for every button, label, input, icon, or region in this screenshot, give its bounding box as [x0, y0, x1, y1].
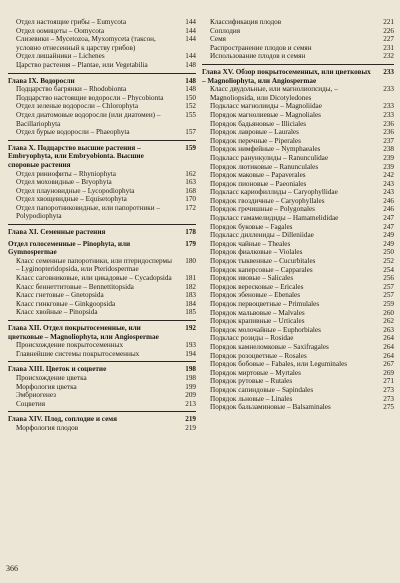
- toc-entry-title: Порядок чайные – Theales: [210, 239, 291, 248]
- toc-entry: [202, 102, 394, 111]
- toc-entry: [202, 120, 394, 129]
- toc-entry-page: 170: [185, 195, 196, 204]
- toc-entry-page: 148: [185, 60, 196, 69]
- toc-entry-title: Морфология плодов: [16, 423, 79, 432]
- toc-entry: [8, 257, 196, 274]
- toc-entry-page: 168: [185, 186, 196, 195]
- toc-entry-page: 144: [185, 26, 196, 35]
- toc-entry-page: 163: [185, 178, 196, 187]
- toc-entry: [202, 403, 394, 412]
- toc-entry: [202, 18, 394, 27]
- toc-entry-title: Отдел моховидные – Bryophyta: [16, 178, 112, 187]
- toc-entry: [202, 214, 394, 223]
- toc-entry-page: 243: [383, 179, 394, 188]
- toc-entry-title: Отдел настоящие грибы – Eumycota: [16, 18, 127, 26]
- toc-entry-title: Отдел диатомовые водоросли (или диатомеи) – Bacillariophyta: [16, 110, 161, 128]
- toc-entry-page: 275: [383, 403, 394, 412]
- toc-entry: [8, 350, 196, 359]
- toc-entry-page: 209: [185, 391, 196, 400]
- toc-entry: [202, 369, 394, 378]
- toc-entry-title: Порядок эбеновые – Ebenales: [210, 291, 301, 300]
- toc-entry: [202, 274, 394, 283]
- toc-entry-page: 256: [383, 274, 394, 283]
- toc-entry-page: 233: [383, 85, 394, 94]
- toc-entry-page: 226: [383, 26, 394, 35]
- toc-entry-page: 249: [383, 239, 394, 248]
- toc-entry-title: Отдел зеленые водоросли – Chlorophyta: [16, 102, 139, 111]
- toc-entry-title: Порядок нимфейные – Nymphaeales: [210, 145, 321, 154]
- toc-entry-page: 180: [185, 256, 196, 265]
- toc-entry-page: 183: [185, 291, 196, 300]
- toc-entry-title: Порядок камнеломковые – Saxifragales: [210, 342, 329, 351]
- toc-entry-page: 184: [185, 299, 196, 308]
- toc-entry-title: Подкласс диллениды – Dilleniidae: [210, 231, 314, 240]
- toc-entry-page: 243: [383, 188, 394, 197]
- toc-entry-title: Порядок сапиндовые – Sapindales: [210, 385, 314, 394]
- toc-entry-page: 221: [383, 18, 394, 26]
- toc-entry-title: Отдел оомицеты – Oomycota: [16, 26, 105, 35]
- toc-entry-title: Морфология цветка: [16, 382, 77, 391]
- section-divider: [8, 411, 196, 412]
- toc-entry: [202, 248, 394, 257]
- toc-entry: [8, 204, 196, 221]
- toc-entry-title: Глава XI. Семенные растения: [8, 228, 106, 237]
- toc-entry: [8, 383, 196, 392]
- toc-entry: [8, 374, 196, 383]
- toc-entry-page: 219: [185, 415, 196, 424]
- toc-entry-page: 264: [383, 334, 394, 343]
- toc-entry-title: Отдел лишайники – Lichenes: [16, 52, 105, 61]
- toc-entry: [202, 343, 394, 352]
- toc-entry: [8, 424, 196, 433]
- toc-entry-page: 162: [185, 169, 196, 178]
- toc-entry: [8, 111, 196, 128]
- toc-entry-page: 227: [383, 35, 394, 44]
- toc-entry-title: Порядок перечные – Piperales: [210, 136, 301, 145]
- toc-entry-title: Порядок первоцветные – Primulales: [210, 300, 320, 308]
- toc-entry-page: 193: [185, 341, 196, 350]
- toc-entry: [202, 231, 394, 240]
- toc-left-column: [8, 18, 196, 433]
- toc-entry-title: Подкласс ранункулиды – Ranunculidae: [210, 153, 329, 162]
- toc-entry-page: 172: [185, 203, 196, 212]
- toc-entry-page: 264: [383, 342, 394, 351]
- toc-entry-page: 182: [185, 282, 196, 291]
- toc-entry-title: Класс саговниковые, или цикадовые – Cycadopsida: [16, 274, 172, 283]
- toc-entry-page: 246: [383, 196, 394, 205]
- toc-entry-page: 219: [185, 423, 196, 432]
- toc-entry: [8, 35, 196, 52]
- toc-entry-title: Глава XIV. Плод, соплодие и семя: [8, 415, 118, 424]
- toc-entry-page: 264: [383, 351, 394, 360]
- toc-entry-title: Отдел риниофиты – Rhyniophyta: [16, 169, 116, 178]
- toc-entry-title: Распространение плодов и семян: [210, 43, 312, 52]
- toc-entry-title: Порядок вересковые – Ericales: [210, 282, 304, 291]
- toc-entry: [202, 309, 394, 318]
- toc-entry-page: 236: [383, 119, 394, 128]
- toc-chapter-heading: [8, 77, 196, 86]
- toc-entry-page: 242: [383, 171, 394, 180]
- toc-entry-page: 185: [185, 308, 196, 317]
- toc-entry-title: Глава XV. Обзор покрытосеменных, или цветковых – Magnoliophyta, или Angiospermae: [202, 67, 371, 85]
- toc-entry-page: 192: [185, 324, 196, 332]
- toc-entry-title: Порядок крапивные – Urticales: [210, 317, 305, 326]
- toc-chapter-heading: [8, 228, 196, 237]
- toc-entry: [8, 94, 196, 103]
- section-divider: [8, 320, 196, 321]
- toc-entry-title: Порядок бобовые – Fabales, или Leguminales: [210, 360, 348, 369]
- toc-entry-page: 150: [185, 93, 196, 102]
- toc-entry-page: 257: [383, 291, 394, 300]
- toc-entry-page: 198: [185, 365, 196, 374]
- toc-entry-page: 178: [185, 228, 196, 237]
- toc-entry-page: 194: [185, 349, 196, 358]
- toc-entry-title: Подкласс розиды – Rosidae: [210, 334, 294, 343]
- toc-entry: [202, 223, 394, 232]
- toc-entry-title: Отдел хвощевидные – Equisetophyta: [16, 195, 127, 204]
- toc-entry-title: Класс беннеттитовые – Bennettitopsida: [16, 282, 134, 291]
- toc-entry: [8, 102, 196, 111]
- toc-entry: [202, 35, 394, 44]
- toc-entry: [202, 317, 394, 326]
- toc-entry-page: 239: [383, 162, 394, 171]
- toc-entry-title: Соцветия: [16, 399, 46, 408]
- toc-entry-title: Порядок бадьяновые – Illiciales: [210, 119, 307, 128]
- toc-entry-title: Класс гнетовые – Gnetopsida: [16, 291, 104, 300]
- toc-right-column: [202, 18, 394, 412]
- toc-entry: [202, 283, 394, 292]
- toc-entry: [202, 334, 394, 343]
- toc-entry-title: Порядок пионовые – Paeoniales: [210, 179, 307, 188]
- toc-entry: [202, 180, 394, 189]
- toc-entry-page: 257: [383, 282, 394, 291]
- toc-entry-title: Порядок бальзаминовые – Balsaminales: [210, 403, 331, 412]
- toc-entry-page: 271: [383, 377, 394, 386]
- toc-entry: [202, 197, 394, 206]
- section-divider: [8, 224, 196, 225]
- section-divider: [8, 361, 196, 362]
- toc-entry: [8, 128, 196, 137]
- toc-entry: [202, 154, 394, 163]
- toc-entry-title: Порядок розоцветные – Rosales: [210, 351, 307, 360]
- toc-entry-title: Порядок льновые – Linales: [210, 394, 293, 403]
- section-divider: [8, 73, 196, 74]
- toc-entry-title: Класс хвойные – Pinopsida: [16, 308, 98, 317]
- toc-entry: [202, 188, 394, 197]
- toc-entry-page: 159: [185, 143, 196, 152]
- toc-entry-page: 179: [185, 239, 196, 248]
- toc-entry: [202, 352, 394, 361]
- toc-entry: [202, 377, 394, 386]
- toc-entry: [202, 111, 394, 120]
- toc-entry-page: 250: [383, 248, 394, 257]
- toc-entry: [202, 128, 394, 137]
- toc-entry: [202, 171, 394, 180]
- toc-entry: [8, 52, 196, 61]
- toc-entry: [202, 240, 394, 249]
- toc-entry: [8, 300, 196, 309]
- toc-entry-title: Порядок тыквенные – Cucurbitales: [210, 257, 316, 266]
- toc-entry: [202, 360, 394, 369]
- toc-entry: [202, 145, 394, 154]
- toc-entry-title: Порядок лютиковые – Ranunculales: [210, 162, 319, 171]
- toc-entry-title: Порядок магнолиевые – Magnoliales: [210, 110, 321, 119]
- toc-entry-title: Порядок гречишные – Polygonales: [210, 205, 315, 214]
- toc-entry: [8, 291, 196, 300]
- toc-entry-title: Семя: [210, 35, 226, 44]
- toc-entry-title: Соплодия: [210, 26, 241, 35]
- section-divider: [8, 140, 196, 141]
- toc-entry-page: 269: [383, 368, 394, 377]
- toc-entry-page: 233: [383, 110, 394, 119]
- toc-chapter-heading: [8, 144, 196, 170]
- toc-entry: [202, 291, 394, 300]
- toc-chapter-heading: [8, 240, 196, 257]
- toc-entry-title: Подкласс кариофиллиды – Caryophyllidae: [210, 188, 338, 197]
- toc-entry-page: 198: [185, 373, 196, 382]
- toc-entry-page: 249: [383, 231, 394, 240]
- toc-entry-page: 259: [383, 300, 394, 308]
- toc-entry-title: Подцарство багрянки – Rhodobionta: [16, 85, 127, 94]
- toc-entry-title: Порядок фиалковые – Violales: [210, 248, 303, 257]
- toc-entry-title: Отдел голосеменные – Pinophyta, или Gymnospermae: [8, 239, 131, 257]
- toc-entry-page: 273: [383, 385, 394, 394]
- toc-entry: [202, 85, 394, 102]
- toc-entry-page: 155: [185, 110, 196, 119]
- toc-entry-title: Порядок буковые – Fagales: [210, 222, 293, 231]
- toc-entry-title: Происхождение покрытосеменных: [16, 341, 124, 350]
- toc-entry: [8, 341, 196, 350]
- toc-entry: [202, 52, 394, 61]
- toc-entry-page: 233: [383, 67, 394, 76]
- toc-entry: [202, 266, 394, 275]
- toc-entry-title: Классификация плодов: [210, 18, 282, 26]
- toc-entry: [8, 178, 196, 187]
- toc-entry: [202, 27, 394, 36]
- toc-entry-page: 231: [383, 43, 394, 52]
- toc-entry: [202, 326, 394, 335]
- toc-entry-title: Порядок молочайные – Euphorbiales: [210, 325, 321, 334]
- toc-entry-title: Глава XII. Отдел покрытосеменные, или цветковые – Magnoliophyta, или Angiospermae: [8, 324, 159, 341]
- toc-chapter-heading: [8, 415, 196, 424]
- toc-entry: [8, 274, 196, 283]
- toc-entry: [202, 205, 394, 214]
- section-divider: [202, 64, 394, 65]
- toc-entry-page: 233: [383, 102, 394, 111]
- toc-entry: [8, 61, 196, 70]
- toc-entry-page: 232: [383, 52, 394, 61]
- toc-entry: [202, 300, 394, 309]
- toc-entry-title: Царство растения – Plantae, или Vegetabilia: [16, 60, 148, 69]
- toc-entry-title: Подкласс гамамелидиды – Hamamelididae: [210, 214, 339, 223]
- toc-entry: [202, 163, 394, 172]
- toc-entry-title: Порядок миртовые – Myrtales: [210, 368, 301, 377]
- toc-entry: [8, 391, 196, 400]
- toc-entry-title: Главнейшие системы покрытосеменных: [16, 349, 140, 358]
- toc-entry-page: 236: [383, 128, 394, 137]
- toc-entry-title: Порядок каперсовые – Capparales: [210, 265, 313, 274]
- toc-entry: [202, 386, 394, 395]
- toc-entry: [8, 283, 196, 292]
- toc-entry-page: 254: [383, 265, 394, 274]
- toc-entry-title: Порядок лавровые – Laurales: [210, 128, 299, 137]
- toc-entry-page: 144: [185, 35, 196, 44]
- toc-entry-page: 267: [383, 360, 394, 369]
- toc-entry-page: 247: [383, 222, 394, 231]
- toc-entry-title: Происхождение цветка: [16, 373, 87, 382]
- toc-entry-title: Отдел бурые водоросли – Phaeophyta: [16, 128, 130, 137]
- toc-entry-title: Класс гинкговые – Ginkgoopsida: [16, 299, 116, 308]
- toc-entry-title: Класс семенные папоротники, или птеридоспермы – Lyginopteridopsida, или Pteridospermae: [16, 256, 172, 274]
- toc-entry-page: 157: [185, 128, 196, 137]
- toc-entry-page: 148: [185, 85, 196, 94]
- toc-chapter-heading: [8, 324, 196, 341]
- toc-entry: [8, 308, 196, 317]
- toc-entry-page: 262: [383, 317, 394, 326]
- toc-entry-page: 213: [185, 399, 196, 408]
- toc-entry-title: Порядок маковые – Papaverales: [210, 171, 306, 180]
- toc-entry: [202, 395, 394, 404]
- toc-entry-page: 273: [383, 394, 394, 403]
- toc-entry-title: Класс двудольные, или магнолиопсиды, – Magnoliopsida, или Dicotyledones: [210, 85, 338, 102]
- toc-entry: [8, 187, 196, 196]
- toc-chapter-heading: [8, 365, 196, 374]
- toc-entry-title: Порядок ивовые – Salicales: [210, 274, 294, 283]
- toc-entry-page: 199: [185, 382, 196, 391]
- toc-entry-title: Использование плодов и семян: [210, 52, 306, 61]
- toc-entry-title: Подцарство настоящие водоросли – Phycobionta: [16, 93, 164, 102]
- toc-entry: [8, 400, 196, 409]
- toc-entry-page: 239: [383, 153, 394, 162]
- toc-chapter-heading: [202, 68, 394, 85]
- toc-entry-title: Порядок мальвовые – Malvales: [210, 308, 305, 317]
- toc-entry: [8, 170, 196, 179]
- toc-entry-page: 237: [383, 136, 394, 145]
- toc-entry-title: Порядок гвоздичные – Caryophyllales: [210, 196, 325, 205]
- toc-entry-page: 144: [185, 52, 196, 61]
- toc-entry-page: 247: [383, 214, 394, 223]
- toc-entry-title: Отдел плауновидные – Lycopodiophyta: [16, 186, 135, 195]
- toc-entry: [202, 257, 394, 266]
- toc-entry: [8, 195, 196, 204]
- toc-entry-title: Глава IX. Водоросли: [8, 76, 75, 85]
- toc-entry-title: Отдел папоротниковидные, или папоротники – Polypodiophyta: [16, 203, 160, 221]
- toc-entry-title: Подкласс магнолииды – Magnoliidae: [210, 102, 322, 111]
- toc-entry-title: Глава XIII. Цветок и соцветие: [8, 365, 107, 374]
- toc-entry-title: Слизевики – Mycetozoa, Myxomycetа (таксон, условно отнесенный к царству грибов): [16, 35, 156, 52]
- toc-entry-page: 238: [383, 145, 394, 154]
- toc-entry: [8, 18, 196, 27]
- toc-entry-page: 144: [185, 18, 196, 26]
- toc-entry-page: 263: [383, 325, 394, 334]
- toc-entry: [202, 137, 394, 146]
- toc-entry-page: 246: [383, 205, 394, 214]
- toc-entry: [8, 85, 196, 94]
- toc-entry-title: Глава X. Подцарство высшие растения – Embryophyta, или Embryobionta. Высшие споровые растения: [8, 143, 144, 169]
- toc-entry-page: 148: [185, 76, 196, 85]
- toc-entry-page: 260: [383, 308, 394, 317]
- toc-entry-page: 181: [185, 274, 196, 283]
- toc-entry: [8, 27, 196, 36]
- toc-entry-page: 152: [185, 102, 196, 111]
- page-number: 366: [6, 564, 18, 573]
- toc-entry-page: 252: [383, 257, 394, 266]
- toc-entry-title: Эмбриогенез: [16, 391, 56, 400]
- toc-entry: [202, 44, 394, 53]
- toc-entry-title: Порядок рутовые – Rutales: [210, 377, 293, 386]
